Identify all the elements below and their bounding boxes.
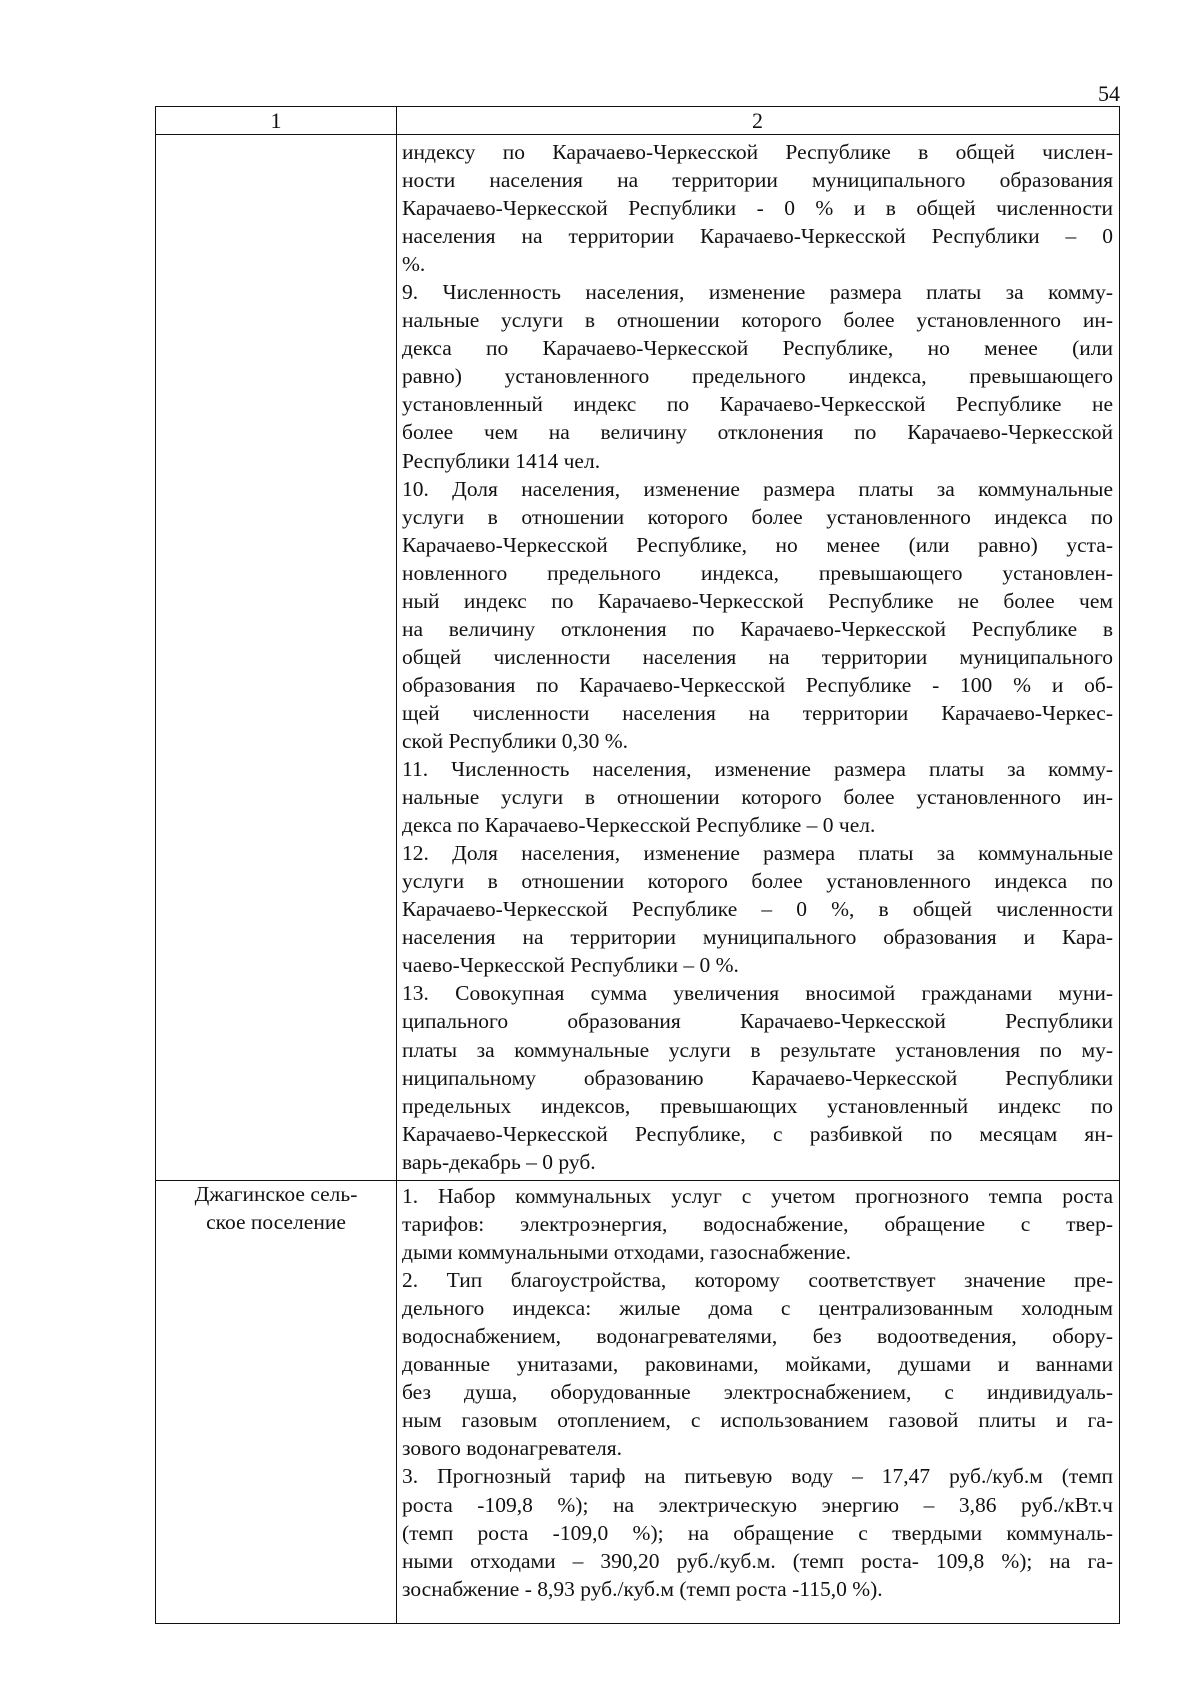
text-line: новленного предельного индекса, превышающего установлен- [402, 560, 1113, 585]
text-line: варь-декабрь – 0 руб. [402, 1149, 596, 1174]
text-line: предельных индексов, превышающих установленный индекс по [402, 1093, 1113, 1118]
text-line: общей численности населения на территории муниципального [402, 644, 1113, 669]
text-line: Карачаево-Черкесской Республике – 0 %, в общей численности [402, 897, 1113, 922]
text-line: декса по Карачаево-Черкесской Республике – 0 чел. [402, 813, 876, 838]
row2-municipality-line: Джагинское сель- [194, 1182, 358, 1206]
text-line: ниципальному образованию Карачаево-Черкесской Республики [402, 1065, 1113, 1090]
text-line: ципального образования Карачаево-Черкесской Республики [402, 1009, 1113, 1034]
text-line: равно) установленного предельного индекса, превышающего [402, 364, 1113, 389]
text-line: ный индекс по Карачаево-Черкесской Республике не более чем [402, 588, 1113, 613]
text-line: ными отходами – 390,20 руб./куб.м. (темп роста- 109,8 %); на га- [402, 1548, 1113, 1573]
text-line: дованные унитазами, раковинами, мойками, душами и ваннами [402, 1352, 1113, 1377]
text-line: (темп роста -109,0 %); на обращение с твердыми коммуналь- [402, 1520, 1113, 1545]
row2-municipality-cell [156, 1181, 396, 1236]
page-number: 54 [1098, 81, 1120, 106]
text-line: водоснабжением, водонагревателями, без водоотведения, обору- [402, 1324, 1113, 1349]
text-line: на величину отклонения по Карачаево-Черкесской Республике в [402, 616, 1113, 641]
text-line: платы за коммунальные услуги в результате установления по му- [402, 1037, 1113, 1062]
text-line: декса по Карачаево-Черкесской Республике, но менее (или [402, 336, 1113, 361]
text-line: 3. Прогнозный тариф на питьевую воду – 17,47 руб./куб.м (темп [402, 1464, 1113, 1489]
text-line: Республики 1414 чел. [402, 448, 601, 473]
column-header-1: 1 [270, 108, 282, 133]
text-line: зового водонагревателя. [402, 1436, 623, 1461]
text-line: %. [402, 252, 426, 277]
text-line: без душа, оборудованные электроснабжением, с индивидуаль- [402, 1380, 1113, 1405]
text-line: Карачаево-Черкесской Республике, но менее (или равно) уста- [402, 532, 1113, 557]
text-line: Карачаево-Черкесской Республике, с разбивкой по месяцам ян- [402, 1121, 1113, 1146]
header-separator [156, 134, 1119, 135]
text-line: индексу по Карачаево-Черкесской Республике в общей числен- [402, 140, 1113, 164]
text-line: чаево-Черкесской Республики – 0 %. [402, 953, 739, 978]
text-line: тарифов: электроэнергия, водоснабжение, обращение с твер- [402, 1212, 1113, 1237]
row1-indicators-cell [402, 138, 1113, 1176]
column-header-2: 2 [752, 108, 763, 133]
document-table [155, 106, 1120, 1624]
text-line: нальные услуги в отношении которого более установленного ин- [402, 785, 1113, 810]
text-line: 10. Доля населения, изменение размера платы за коммунальные [402, 476, 1113, 501]
text-line: ской Республики 0,30 %. [402, 728, 629, 753]
text-line: населения на территории муниципального образования и Кара- [402, 925, 1113, 950]
text-line: нальные услуги в отношении которого более установленного ин- [402, 308, 1113, 333]
row2-municipality-line: ское поселение [206, 1209, 346, 1234]
text-line: услуги в отношении которого более установленного индекса по [402, 869, 1113, 894]
column-divider [396, 107, 397, 1623]
text-line: 1. Набор коммунальных услуг с учетом прогнозного темпа роста [402, 1184, 1113, 1208]
text-line: ным газовым отоплением, с использованием газовой плиты и га- [402, 1408, 1113, 1433]
text-line: более чем на величину отклонения по Карачаево-Черкесской [402, 420, 1113, 445]
text-line: 9. Численность населения, изменение размера платы за комму- [402, 280, 1113, 305]
text-line: образования по Карачаево-Черкесской Республике - 100 % и об- [402, 672, 1113, 697]
text-line: Карачаево-Черкесской Республики - 0 % и в общей численности [402, 196, 1113, 221]
text-line: 11. Численность населения, изменение размера платы за комму- [402, 757, 1113, 782]
row2-indicators-cell [402, 1182, 1113, 1603]
text-line: 13. Совокупная сумма увеличения вносимой гражданами муни- [402, 981, 1113, 1006]
text-line: дельного индекса: жилые дома с централизованным холодным [402, 1296, 1113, 1321]
text-line: установленный индекс по Карачаево-Черкесской Республике не [402, 392, 1113, 417]
text-line: 2. Тип благоустройства, которому соответствует значение пре- [402, 1268, 1113, 1293]
text-line: населения на территории Карачаево-Черкесской Республики – 0 [402, 224, 1113, 249]
text-line: 12. Доля населения, изменение размера платы за коммунальные [402, 841, 1113, 866]
text-line: дыми коммунальными отходами, газоснабжение. [402, 1240, 852, 1265]
text-line: зоснабжение - 8,93 руб./куб.м (темп роста -115,0 %). [402, 1576, 883, 1601]
text-line: ности населения на территории муниципального образования [402, 168, 1113, 193]
text-line: роста -109,8 %); на электрическую энергию – 3,86 руб./кВт.ч [402, 1492, 1113, 1517]
text-line: щей численности населения на территории Карачаево-Черкес- [402, 700, 1113, 725]
text-line: услуги в отношении которого более установленного индекса по [402, 504, 1113, 529]
